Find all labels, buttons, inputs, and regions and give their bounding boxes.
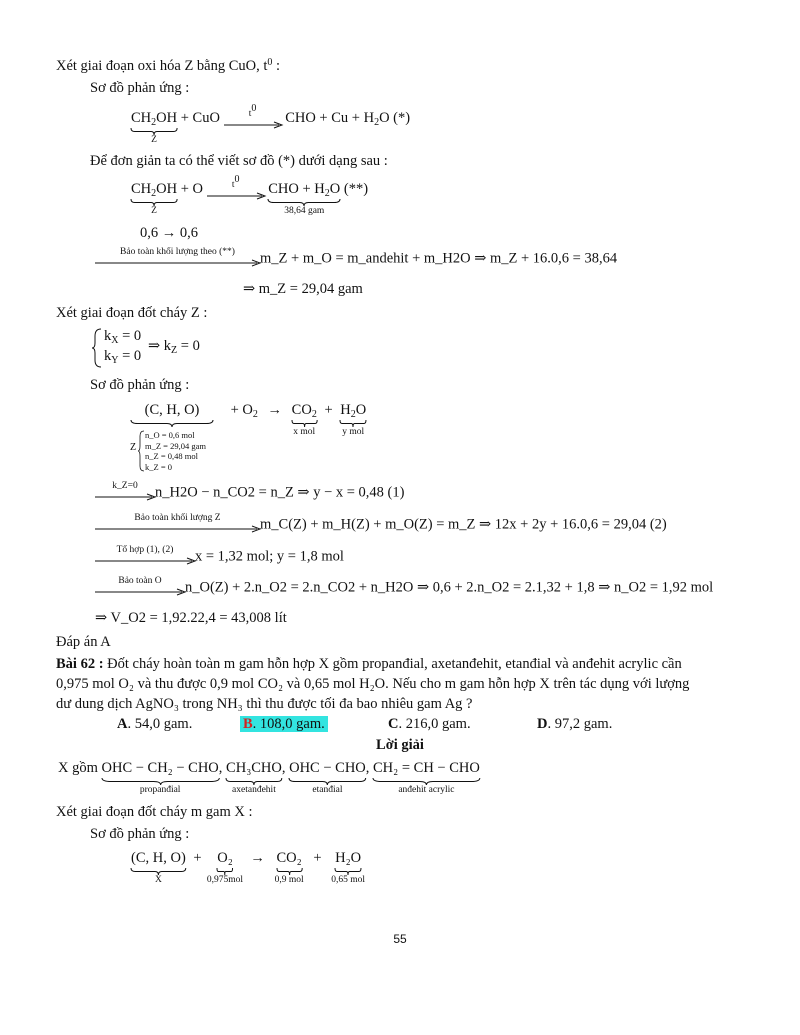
scheme-label-2: Sơ đồ phản ứng : xyxy=(90,377,190,393)
previous-answer: Đáp án A xyxy=(56,634,111,650)
co2-label: x mol xyxy=(293,426,316,437)
lhs-text: CH xyxy=(131,110,152,127)
option-text: . 108,0 gam. xyxy=(252,716,325,732)
mz-result: ⇒ m_Z = 29,04 gam xyxy=(243,281,363,297)
z-info-list xyxy=(145,430,206,472)
h2o-sub: 2 xyxy=(350,409,356,420)
z-label: Z xyxy=(151,134,157,145)
h2o: H xyxy=(340,402,351,418)
co2-label: 0,9 mol xyxy=(274,874,304,885)
reactant-label: X xyxy=(154,874,162,885)
derivation-arrow xyxy=(95,546,195,565)
derivation-row-1 xyxy=(95,482,404,501)
plus-o2: + O xyxy=(230,402,253,418)
derivation-label: Tổ hợp (1), (2) xyxy=(116,545,174,555)
option-b-highlight xyxy=(240,716,328,732)
combustion-equation-x xyxy=(131,850,366,885)
scheme-label-3: Sơ đồ phản ứng : xyxy=(90,826,190,842)
arrow-label: t xyxy=(231,180,235,190)
underbrace xyxy=(131,868,186,875)
k-impl-sub: Z xyxy=(171,345,178,356)
simplify-note: Để đơn giản ta có thể viết sơ đồ (*) dưới dạng sau : xyxy=(90,153,388,169)
solution-title-text: Lời giải xyxy=(376,737,424,753)
eq1-rhs-sub: 2 xyxy=(374,117,380,129)
co2: CO₂ xyxy=(276,850,302,866)
option-text: . 97,2 gam. xyxy=(547,716,613,732)
scheme-label-1: Sơ đồ phản ứng : xyxy=(90,80,190,96)
derivation-arrow xyxy=(95,482,155,501)
equation-o xyxy=(131,174,369,216)
derivation-label: k_Z=0 xyxy=(112,481,138,491)
z-info-item: m_Z = 29,04 gam xyxy=(145,440,206,451)
h2o: H₂O xyxy=(335,850,362,866)
z-info-block xyxy=(130,430,250,474)
k-z-implication xyxy=(148,338,200,355)
z-info-item: n_Z = 0,48 mol xyxy=(145,451,198,461)
underbrace xyxy=(268,199,340,206)
underbrace xyxy=(131,420,213,427)
underbrace xyxy=(277,868,302,875)
derivation-equation: n_H2O − n_CO2 = n_Z ⇒ y − x = 0,48 (1) xyxy=(155,484,405,501)
problem-line-3: dư dung dịch AgNO₃ trong NH₃ thì thu được tối đa bao nhiêu gam Ag ? xyxy=(56,696,473,712)
derivation-label: Bảo toàn O xyxy=(118,576,162,586)
ch2oh-group-2 xyxy=(131,181,178,216)
underbrace xyxy=(217,868,233,875)
reactant: (C, H, O) xyxy=(131,850,186,866)
underbrace xyxy=(131,199,177,206)
derivation-equation: m_C(Z) + m_H(Z) + m_O(Z) = m_Z ⇒ 12x + 2y + 16.0,6 = 29,04 (2) xyxy=(260,516,667,533)
co2-x-group xyxy=(274,850,304,885)
option-d[interactable] xyxy=(537,716,612,733)
co2-sub: 2 xyxy=(311,409,317,420)
arrow-sup: 0 xyxy=(251,103,257,114)
lhs-sub: 2 xyxy=(151,188,157,200)
h2o-label: y mol xyxy=(342,426,365,437)
lhs-end: OH xyxy=(156,110,178,127)
conservation-equation: m_Z + m_O = m_andehit + m_H2O ⇒ m_Z + 16.0,6 = 38,64 xyxy=(260,250,618,267)
comma: , xyxy=(218,760,223,776)
lhs-end: OH xyxy=(156,181,178,198)
conservation-label: Bảo toàn khối lượng theo (**) xyxy=(120,247,235,257)
z-info-item: n_O = 0,6 mol xyxy=(145,430,195,440)
section-oxidation-heading xyxy=(56,58,280,75)
plus-sign: + xyxy=(324,402,333,418)
underbrace xyxy=(131,128,177,135)
reaction-arrow: → xyxy=(267,402,283,418)
rhs-b: O xyxy=(329,181,341,198)
eq1-rhs: CHO + Cu + H xyxy=(281,110,375,127)
co2-group xyxy=(291,402,317,437)
solution-title xyxy=(0,737,800,754)
lhs-sub: 2 xyxy=(151,117,157,129)
h2o-group xyxy=(340,402,367,437)
heading-text: Xét giai đoạn oxi hóa Z bằng CuO, t xyxy=(56,58,268,74)
comma: , xyxy=(365,760,370,776)
k1-sub: X xyxy=(111,335,119,346)
o2: O₂ xyxy=(217,850,233,866)
eq1-rhs-end: O (*) xyxy=(379,110,411,127)
z-label: Z xyxy=(151,205,157,216)
option-letter: D xyxy=(537,716,548,732)
reactant-x-group xyxy=(131,850,186,885)
plus-sign: + xyxy=(313,850,322,866)
compound-label: anđehit acrylic xyxy=(398,784,455,795)
heading-end: : xyxy=(272,58,281,74)
underbrace xyxy=(373,778,480,785)
k-y-line xyxy=(104,348,141,365)
eq2-mark: (**) xyxy=(340,181,369,198)
derivation-label: Bảo toàn khối lượng Z xyxy=(134,513,221,523)
underbrace xyxy=(335,868,361,875)
underbrace xyxy=(292,420,317,427)
conservation-line xyxy=(95,248,617,267)
composition-line xyxy=(58,760,480,795)
compound-label: etanđial xyxy=(312,784,343,795)
o2-label: 0,975mol xyxy=(206,874,244,885)
underbrace xyxy=(102,778,219,785)
problem-text-1: Đốt cháy hoàn toàn m gam hỗn hợp X gồm propanđial, axetanđehit, etanđial và anđehit acrylic cần xyxy=(103,656,682,672)
h2o-end: O xyxy=(355,402,367,418)
heat-arrow xyxy=(224,103,282,129)
compound-formula: CH₂ = CH − CHO xyxy=(373,760,480,776)
option-b[interactable] xyxy=(240,716,328,733)
section-combustion-heading: Xét giai đoạn đốt cháy Z : xyxy=(56,305,208,321)
z-letter: Z xyxy=(130,442,137,453)
underbrace xyxy=(340,420,366,427)
option-text: . 54,0 gam. xyxy=(127,716,193,732)
option-text: . 216,0 gam. xyxy=(398,716,471,732)
option-letter: A xyxy=(117,716,128,732)
derivation-equation: n_O(Z) + 2.n_O2 = 2.n_CO2 + n_H2O ⇒ 0,6 + 2.n_O2 = 2.1,32 + 1,8 ⇒ n_O2 = 1,92 mol xyxy=(185,579,714,596)
ch2oh-group xyxy=(131,110,178,145)
derivation-arrow xyxy=(95,577,185,596)
arrow-label: t xyxy=(248,109,252,119)
eq1-mid: + CuO xyxy=(177,110,224,127)
h2o-label: 0,65 mol xyxy=(331,874,366,885)
acetaldehyde-group xyxy=(226,760,282,795)
comma: , xyxy=(281,760,286,776)
lhs-text: CH xyxy=(131,181,152,198)
derivation-row-3 xyxy=(95,546,344,565)
x-gom: X gồm xyxy=(58,760,102,776)
problem-title: Bài 62 : xyxy=(56,656,104,672)
acrolein-group xyxy=(373,760,480,795)
option-c[interactable] xyxy=(388,716,471,733)
moles-line: 0,6 → 0,6 xyxy=(140,225,198,241)
co2: CO xyxy=(291,402,312,418)
k2: k xyxy=(104,348,112,364)
mass-label: 38,64 gam xyxy=(284,205,325,216)
derivation-arrow xyxy=(95,514,260,533)
ethanedial-group xyxy=(289,760,366,795)
z-info-item: k_Z = 0 xyxy=(145,461,172,472)
rhs-a: CHO + H xyxy=(268,181,325,198)
problem-line-1 xyxy=(56,656,682,673)
compound-formula: OHC − CHO xyxy=(289,760,366,776)
curly-brace-icon xyxy=(92,328,102,368)
page-number: 55 xyxy=(393,932,407,946)
compound-label: propanđial xyxy=(139,784,181,795)
k-impl-end: = 0 xyxy=(177,338,200,354)
option-a[interactable] xyxy=(117,716,192,733)
propanedial-group xyxy=(101,760,219,795)
derivation-equation: x = 1,32 mol; y = 1,8 mol xyxy=(195,548,344,565)
derivation-row-4 xyxy=(95,577,713,596)
compound-label: axetanđehit xyxy=(232,784,276,795)
curly-brace-icon xyxy=(138,430,144,472)
option-letter: C xyxy=(388,716,399,732)
k-impl: ⇒ k xyxy=(148,338,172,354)
plus-sign: + xyxy=(193,850,202,866)
o2-sub: 2 xyxy=(252,409,258,420)
volume-result: ⇒ V_O2 = 1,92.22,4 = 43,008 lít xyxy=(95,610,287,626)
heat-arrow-2 xyxy=(207,174,265,200)
k1-end: = 0 xyxy=(118,328,142,344)
o2-group xyxy=(206,850,244,885)
underbrace xyxy=(226,778,282,785)
eq2-mid: + O xyxy=(177,181,207,198)
burn-heading: Xét giai đoạn đốt cháy m gam X : xyxy=(56,804,253,820)
k1: k xyxy=(104,328,112,344)
heading-sup: 0 xyxy=(267,57,273,68)
h2o-x-group xyxy=(331,850,366,885)
k2-end: = 0 xyxy=(118,348,142,364)
reactant: (C, H, O) xyxy=(144,402,200,418)
k2-sub: Y xyxy=(111,355,119,366)
compound-formula: CH₃CHO xyxy=(226,760,282,776)
rhs-sub: 2 xyxy=(324,188,330,200)
products-group xyxy=(268,181,341,216)
problem-line-2: 0,975 mol O₂ và thu được 0,9 mol CO₂ và 0,65 mol H₂O. Nếu cho m gam hỗn hợp X trên tác dụng với lượng xyxy=(56,676,690,692)
underbrace xyxy=(289,778,366,785)
reaction-arrow: → xyxy=(250,850,265,866)
reactant-group xyxy=(131,402,213,419)
compound-formula: OHC − CH₂ − CHO xyxy=(101,760,219,776)
arrow-sup: 0 xyxy=(234,174,240,185)
derivation-row-2 xyxy=(95,514,667,533)
option-letter: B xyxy=(243,716,253,732)
equation-cuo xyxy=(131,103,411,145)
k-x-line xyxy=(104,328,141,345)
conservation-arrow xyxy=(95,248,260,267)
